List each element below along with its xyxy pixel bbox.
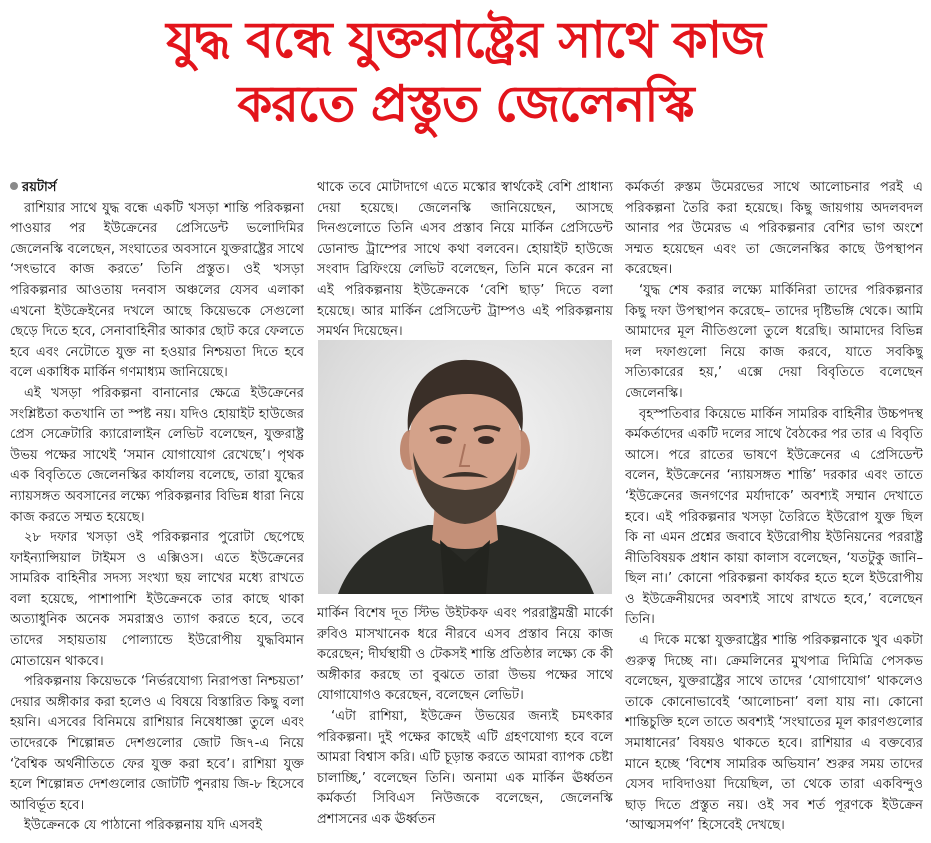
byline (10, 178, 304, 199)
paragraph: এই খসড়া পরিকল্পনা বানানোর ক্ষেত্রে ইউক্রেনের সংশ্লিষ্টতা কতখানি তা স্পষ্ট নয়। যদিও হোয়াইট হাউজের প্রেস সেক্রেটারি ক্যারোলাইন লেভিট বলেছেন, যুক্তরাষ্ট্র উভয় পক্ষের সাথেই ‘সমান যোগাযোগ রেখেছে’। পৃথক এক বিবৃতিতে জেলেনস্কির কার্যালয় বলেছে, তারা যুদ্ধের ন্যায়সঙ্গত অবসানের লক্ষ্যে পরিকল্পনার বিভিন্ন ধারা নিয়ে কাজ করতে সম্মত হয়েছে। (10, 385, 304, 525)
zelensky-photo (318, 340, 612, 594)
portrait-illustration (318, 340, 612, 594)
bullet-icon (10, 182, 18, 190)
article-column-1 (10, 178, 304, 838)
paragraph: মার্কিন বিশেষ দূত স্টিভ উইটকফ এবং পররাষ্ট্রমন্ত্রী মার্কো রুবিও মাসখানেক ধরে নীরবে এসব প্রস্তাব নিয়ে কাজ করেছেন; দীর্ঘস্থায়ী ও টেকসই শান্তি প্রতিষ্ঠার লক্ষ্যে কে কী অঙ্গীকার করছে তা বুঝতে তারা উভয় পক্ষের সাথে যোগাযোগও করেছেন, বলেছেন লেভিট। (317, 606, 613, 704)
paragraph: ‘এটা রাশিয়া, ইউক্রেন উভয়ের জন্যই চমৎকার পরিকল্পনা। দুই পক্ষের কাছেই এটি গ্রহণযোগ্য হবে বলে আমরা বিশ্বাস করি। এটি চূড়ান্ত করতে আমরা ব্যাপক চেষ্টা চালাচ্ছি,’ বলেছেন তিনি। অনামা এক মার্কিন ঊর্ধ্বতন কর্মকর্তা সিবিএস নিউজকে বলেছেন, জেলেনস্কি প্রশাসনের এক ঊর্ধ্বতন (317, 708, 613, 827)
paragraph: রাশিয়ার সাথে যুদ্ধ বন্ধে একটি খসড়া শান্তি পরিকল্পনা পাওয়ার পর ইউক্রেনের প্রেসিডেন্ট ভলোদিমির জেলেনস্কি বলেছেন, সংঘাতের অবসানে যুক্তরাষ্ট্রের সাথে ‘সৎভাবে কাজ করতে’ তিনি প্রস্তুত। ওই খসড়া পরিকল্পনার আওতায় দনবাস অঞ্চলের যেসব এলাকা এখনো ইউক্রেইনের দখলে আছে কিয়েভকে সেগুলো ছেড়ে দিতে হবে, সেনাবাহিনীর আকার ছোট করে ফেলতে হবে এবং নেটোতে যুক্ত না হওয়ার নিশ্চয়তা দিতে হবে বলে একাধিক মার্কিন গণমাধ্যম জানিয়েছে। (10, 200, 304, 381)
paragraph: বৃহস্পতিবার কিয়েভে মার্কিন সামরিক বাহিনীর উচ্চপদস্থ কর্মকর্তাদের একটি দলের সাথে বৈঠকের পর তার এ বিবৃতি আসে। পরে রাতের ভাষণে ইউক্রেনের এ প্রেসিডেন্ট বলেন, ইউক্রেনের ‘ন্যায়সঙ্গত শান্তি’ দরকার এবং তাতে ‘ইউক্রেনের জনগণের মর্যাদাকে’ অবশ্যই সম্মান দেখাতে হবে। এই পরিকল্পনার খসড়া তৈরিতে ইউরোপ যুক্ত ছিল কি না এমন প্রশ্নের জবাবে ইউরোপীয় ইউনিয়নের পররাষ্ট্র নীতিবিষয়ক প্রধান কায়া কালাস বলেছেন, ‘যতটুকু জানি– ছিল না।’ কোনো পরিকল্পনা কার্যকর হতে হলে ইউরোপীয় ও ইউক্রেনীয়দের অবশ্যই সাথে রাখতে হবে,’ বলেছেন তিনি। (625, 406, 923, 628)
headline-line-2: করতে প্রস্তুত জেলেনস্কি (237, 75, 694, 133)
column-2-lower-text (317, 604, 613, 831)
headline-line-1: যুদ্ধ বন্ধে যুক্তরাষ্ট্রের সাথে কাজ (166, 11, 765, 69)
paragraph: ২৮ দফার খসড়া ওই পরিকল্পনার পুরোটা ছেপেছে ফাইন্যান্সিয়াল টাইমস ও এক্সিওস। এতে ইউক্রেনের সামরিক বাহিনীর সদস্য সংখ্যা ছয় লাখের মধ্যে রাখতে বলা হয়েছে, পাশাপাশি ইউক্রেনকে তার কাছে থাকা অত্যাধুনিক অনেক সমরাস্ত্রও ত্যাগ করতে হবে, তবে তাদের সহায়তায় পোল্যান্ডে ইউরোপীয় যুদ্ধবিমান মোতায়েন থাকবে। (10, 530, 304, 669)
article-column-3 (625, 178, 923, 838)
byline-source: রয়টার্স (22, 180, 57, 195)
paragraph: পরিকল্পনায় কিয়েভকে ‘নির্ভরযোগ্য নিরাপত্তা নিশ্চয়তা’ দেয়ার অঙ্গীকার করা হলেও এ বিষয়ে বিস্তারিত কিছু বলা হয়নি। এসবের বিনিময়ে রাশিয়ার নিষেধাজ্ঞা তুলে এবং তাদেরকে শিল্পোন্নত দেশগুলোর জোট জি৭-এ নিয়ে ‘বৈশ্বিক অর্থনীতিতে ফের যুক্ত করা হবে’। রাশিয়া যুক্ত হলে শিল্পোন্নত দেশগুলোর জোটটি পুনরায় জি-৮ হিসেবে আবির্ভূত হবে। (10, 674, 304, 813)
paragraph: কর্মকর্তা রুস্তম উমেরভের সাথে আলোচনার পরই এ পরিকল্পনা তৈরি করা হয়েছে। কিছু জায়গায় অদলবদল আনার পর উমেরভ এ পরিকল্পনার বেশির ভাগ অংশে সম্মত হয়েছেন এবং তা জেলেনস্কির কাছে উপস্থাপন করেছেন। (625, 180, 923, 278)
paragraph: এ দিকে মস্কো যুক্তরাষ্ট্রের শান্তি পরিকল্পনাকে খুব একটা গুরুত্ব দিচ্ছে না। ক্রেমলিনের মুখপাত্র দিমিত্রি পেসকভ বলেছেন, যুক্তরাষ্ট্রের সাথে তাদের ‘যোগাযোগ’ থাকলেও তাকে কোনোভাবেই ‘আলোচনা’ বলা যায় না। কোনো শান্তিচুক্তি হলে তাতে অবশ্যই ‘সংঘাতের মূল কারণগুলোর সমাধানের’ বিষয়ও থাকতে হবে। রাশিয়ার এ বক্তব্যের মানে হচ্ছে ‘বিশেষ সামরিক অভিযান’ শুরুর সময় তাদের যেসব দাবিদাওয়া দিয়েছিল, তা থেকে তারা একবিন্দুও ছাড় দিতে প্রস্তুত নয়। ওই সব শর্ত পূরণকে ইউক্রেন ‘আত্মসমর্পণ’ হিসেবেই দেখছে। (625, 633, 923, 834)
paragraph: থাকে তবে মোটাদাগে এতে মস্কোর স্বার্থকেই বেশি প্রাধান্য দেয়া হয়েছে। জেলেনস্কি জানিয়েছেন, আসছে দিনগুলোতে তিনি এসব প্রস্তাব নিয়ে মার্কিন প্রেসিডেন্ট ডোনাল্ড ট্রাম্পের সাথে কথা বলবেন। হোয়াইট হাউজে সংবাদ ব্রিফিংয়ে লেভিট বলেছেন, তিনি মনে করেন না এই পরিকল্পনায় ইউক্রেনকে ‘বেশি ছাড়’ দিতে বলা হয়েছে। আর মার্কিন প্রেসিডেন্ট ট্রাম্পও এই পরিকল্পনায় সমর্থন দিয়েছেন। (317, 180, 613, 340)
headline (0, 8, 931, 136)
paragraph: ‘যুদ্ধ শেষ করার লক্ষ্যে মার্কিনিরা তাদের পরিকল্পনার কিছু দফা উপস্থাপন করেছে– তাদের দৃষ্টিভঙ্গি থেকে। আমি আমাদের মূল নীতিগুলো তুলে ধরেছি। আমাদের বিভিন্ন দল দফাগুলো নিয়ে কাজ করবে, যাতে সবকিছু সত্যিকারের হয়,’ এক্সে দেয়া বিবৃতিতে বলেছেন জেলেনস্কি। (625, 282, 923, 401)
paragraph: ইউক্রেনকে যে পাঠানো পরিকল্পনায় যদি এসবই (24, 818, 263, 834)
